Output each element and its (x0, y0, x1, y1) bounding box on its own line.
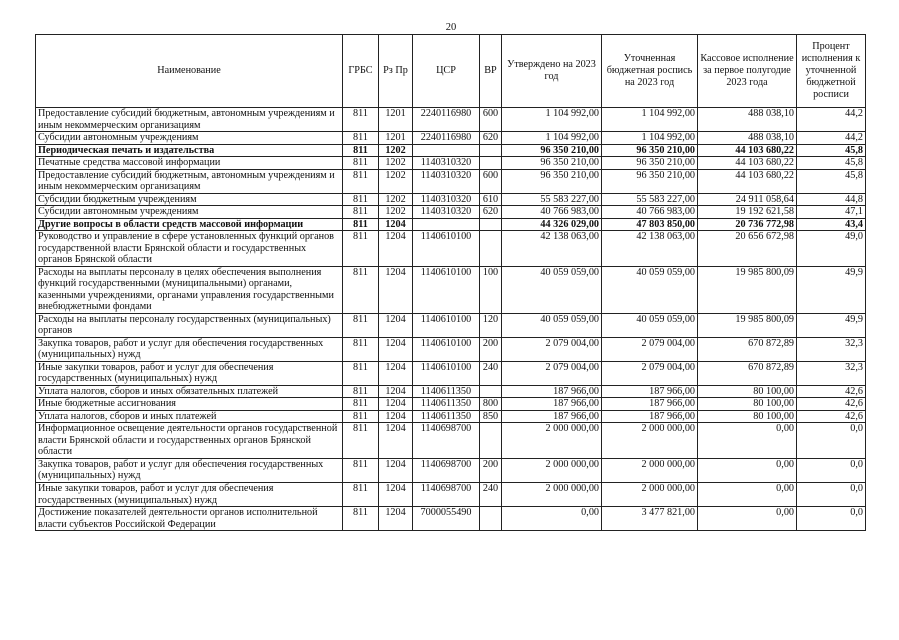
row-vr: 610 (480, 193, 502, 206)
row-name: Печатные средства массовой информации (36, 157, 343, 170)
row-approved: 2 079 004,00 (502, 361, 602, 385)
row-cash: 19 985 800,09 (698, 266, 797, 313)
header-csr: ЦСР (413, 35, 480, 108)
row-vr: 800 (480, 398, 502, 411)
row-percent: 32,3 (797, 337, 866, 361)
row-cash: 488 038,10 (698, 108, 797, 132)
row-refined: 40 059 059,00 (602, 266, 698, 313)
row-percent: 0,0 (797, 458, 866, 482)
row-cash: 24 911 058,64 (698, 193, 797, 206)
row-csr: 1140611350 (413, 410, 480, 423)
row-vr: 600 (480, 108, 502, 132)
row-vr: 240 (480, 482, 502, 506)
row-rzpr: 1204 (379, 410, 413, 423)
header-rzpr: Рз Пр (379, 35, 413, 108)
table-row (36, 423, 866, 459)
row-approved: 40 766 983,00 (502, 206, 602, 219)
row-approved: 40 059 059,00 (502, 266, 602, 313)
row-grbs: 811 (343, 231, 379, 267)
header-name: Наименование (36, 35, 343, 108)
row-approved: 44 326 029,00 (502, 218, 602, 231)
row-vr: 600 (480, 169, 502, 193)
row-rzpr: 1201 (379, 132, 413, 145)
row-cash: 80 100,00 (698, 385, 797, 398)
table-row (36, 193, 866, 206)
row-rzpr: 1204 (379, 385, 413, 398)
row-refined: 40 059 059,00 (602, 313, 698, 337)
table-row (36, 313, 866, 337)
row-rzpr: 1204 (379, 482, 413, 506)
row-approved: 2 079 004,00 (502, 337, 602, 361)
row-percent: 42,6 (797, 385, 866, 398)
row-percent: 42,6 (797, 410, 866, 423)
row-csr: 1140310320 (413, 206, 480, 219)
row-rzpr: 1204 (379, 507, 413, 531)
row-grbs: 811 (343, 385, 379, 398)
row-name: Субсидии автономным учреждениям (36, 206, 343, 219)
table-row (36, 507, 866, 531)
row-vr: 120 (480, 313, 502, 337)
row-name: Иные бюджетные ассигнования (36, 398, 343, 411)
row-name: Руководство и управление в сфере установленных функций органов государственной власти Брянской области и государственных органов Брянской области (36, 231, 343, 267)
row-rzpr: 1202 (379, 193, 413, 206)
row-cash: 20 736 772,98 (698, 218, 797, 231)
row-refined: 1 104 992,00 (602, 132, 698, 145)
row-csr: 1140698700 (413, 482, 480, 506)
row-rzpr: 1204 (379, 361, 413, 385)
row-name: Расходы на выплаты персоналу в целях обеспечения выполнения функций государственными (муниципальными) органами, казенными учреждениями, органами управления государственными внебюджетными фондами (36, 266, 343, 313)
header-refined: Уточненная бюджетная роспись на 2023 год (602, 35, 698, 108)
row-vr (480, 423, 502, 459)
row-percent: 45,8 (797, 144, 866, 157)
row-name: Уплата налогов, сборов и иных обязательных платежей (36, 385, 343, 398)
row-refined: 187 966,00 (602, 410, 698, 423)
table-row (36, 218, 866, 231)
row-cash: 20 656 672,98 (698, 231, 797, 267)
row-vr: 850 (480, 410, 502, 423)
row-name: Расходы на выплаты персоналу государственных (муниципальных) органов (36, 313, 343, 337)
row-name: Достижение показателей деятельности органов исполнительной власти субъектов Российской Федерации (36, 507, 343, 531)
row-csr: 1140610100 (413, 266, 480, 313)
row-name: Информационное освещение деятельности органов государственной власти Брянской области и государственных органов Брянской области (36, 423, 343, 459)
row-rzpr: 1204 (379, 398, 413, 411)
row-cash: 80 100,00 (698, 398, 797, 411)
table-header-row (36, 35, 866, 108)
row-csr: 1140611350 (413, 385, 480, 398)
row-refined: 187 966,00 (602, 398, 698, 411)
row-rzpr: 1201 (379, 108, 413, 132)
row-approved: 0,00 (502, 507, 602, 531)
row-name: Иные закупки товаров, работ и услуг для обеспечения государственных (муниципальных) нужд (36, 361, 343, 385)
row-refined: 42 138 063,00 (602, 231, 698, 267)
row-refined: 55 583 227,00 (602, 193, 698, 206)
row-refined: 2 000 000,00 (602, 482, 698, 506)
row-refined: 96 350 210,00 (602, 157, 698, 170)
row-percent: 44,8 (797, 193, 866, 206)
budget-table (35, 34, 866, 531)
table-row (36, 169, 866, 193)
row-grbs: 811 (343, 507, 379, 531)
row-name: Уплата налогов, сборов и иных платежей (36, 410, 343, 423)
row-approved: 2 000 000,00 (502, 423, 602, 459)
header-percent: Процент исполнения к уточненной бюджетной росписи (797, 35, 866, 108)
table-row (36, 132, 866, 145)
table-row (36, 108, 866, 132)
row-percent: 44,2 (797, 108, 866, 132)
row-grbs: 811 (343, 132, 379, 145)
row-vr (480, 507, 502, 531)
row-percent: 0,0 (797, 507, 866, 531)
row-cash: 0,00 (698, 458, 797, 482)
row-cash: 0,00 (698, 482, 797, 506)
row-approved: 187 966,00 (502, 410, 602, 423)
row-approved: 1 104 992,00 (502, 108, 602, 132)
row-vr: 620 (480, 206, 502, 219)
row-approved: 40 059 059,00 (502, 313, 602, 337)
row-grbs: 811 (343, 423, 379, 459)
table-row (36, 337, 866, 361)
row-percent: 44,2 (797, 132, 866, 145)
row-csr: 7000055490 (413, 507, 480, 531)
header-approved: Утверждено на 2023 год (502, 35, 602, 108)
row-grbs: 811 (343, 313, 379, 337)
row-percent: 47,1 (797, 206, 866, 219)
row-csr: 1140310320 (413, 169, 480, 193)
row-rzpr: 1202 (379, 169, 413, 193)
row-name: Субсидии автономным учреждениям (36, 132, 343, 145)
row-refined: 3 477 821,00 (602, 507, 698, 531)
row-cash: 488 038,10 (698, 132, 797, 145)
row-csr: 1140698700 (413, 458, 480, 482)
row-approved: 2 000 000,00 (502, 458, 602, 482)
row-grbs: 811 (343, 193, 379, 206)
row-cash: 80 100,00 (698, 410, 797, 423)
row-vr: 240 (480, 361, 502, 385)
table-row (36, 361, 866, 385)
row-refined: 47 803 850,00 (602, 218, 698, 231)
row-csr (413, 144, 480, 157)
row-csr: 2240116980 (413, 108, 480, 132)
table-body (36, 108, 866, 531)
row-percent: 49,0 (797, 231, 866, 267)
row-csr: 1140610100 (413, 361, 480, 385)
row-grbs: 811 (343, 218, 379, 231)
row-grbs: 811 (343, 157, 379, 170)
row-percent: 49,9 (797, 313, 866, 337)
row-csr: 1140310320 (413, 193, 480, 206)
header-grbs: ГРБС (343, 35, 379, 108)
header-vr: ВР (480, 35, 502, 108)
row-csr: 1140610100 (413, 231, 480, 267)
row-percent: 45,8 (797, 169, 866, 193)
row-approved: 96 350 210,00 (502, 157, 602, 170)
row-cash: 19 192 621,58 (698, 206, 797, 219)
row-name: Закупка товаров, работ и услуг для обеспечения государственных (муниципальных) нужд (36, 337, 343, 361)
row-rzpr: 1204 (379, 313, 413, 337)
row-name: Другие вопросы в области средств массовой информации (36, 218, 343, 231)
row-percent: 0,0 (797, 482, 866, 506)
table-row (36, 266, 866, 313)
row-grbs: 811 (343, 108, 379, 132)
row-grbs: 811 (343, 266, 379, 313)
row-percent: 32,3 (797, 361, 866, 385)
row-csr: 1140610100 (413, 337, 480, 361)
row-percent: 45,8 (797, 157, 866, 170)
row-grbs: 811 (343, 206, 379, 219)
table-row (36, 482, 866, 506)
row-vr: 620 (480, 132, 502, 145)
row-refined: 2 079 004,00 (602, 361, 698, 385)
row-rzpr: 1204 (379, 423, 413, 459)
page-number: 20 (445, 22, 457, 33)
row-rzpr: 1202 (379, 144, 413, 157)
row-name: Субсидии бюджетным учреждениям (36, 193, 343, 206)
row-cash: 0,00 (698, 423, 797, 459)
row-grbs: 811 (343, 482, 379, 506)
row-refined: 2 079 004,00 (602, 337, 698, 361)
row-rzpr: 1204 (379, 231, 413, 267)
row-percent: 43,4 (797, 218, 866, 231)
row-grbs: 811 (343, 398, 379, 411)
row-vr: 100 (480, 266, 502, 313)
row-refined: 96 350 210,00 (602, 144, 698, 157)
row-cash: 19 985 800,09 (698, 313, 797, 337)
row-grbs: 811 (343, 410, 379, 423)
table-row (36, 231, 866, 267)
row-name: Предоставление субсидий бюджетным, автономным учреждениям и иным некоммерческим организациям (36, 108, 343, 132)
row-approved: 1 104 992,00 (502, 132, 602, 145)
row-approved: 42 138 063,00 (502, 231, 602, 267)
row-percent: 0,0 (797, 423, 866, 459)
row-refined: 96 350 210,00 (602, 169, 698, 193)
row-rzpr: 1202 (379, 206, 413, 219)
row-approved: 55 583 227,00 (502, 193, 602, 206)
row-rzpr: 1204 (379, 458, 413, 482)
header-cash: Кассовое исполнение за первое полугодие 2023 года (698, 35, 797, 108)
row-name: Иные закупки товаров, работ и услуг для обеспечения государственных (муниципальных) нужд (36, 482, 343, 506)
row-vr (480, 157, 502, 170)
row-refined: 187 966,00 (602, 385, 698, 398)
row-cash: 44 103 680,22 (698, 169, 797, 193)
row-grbs: 811 (343, 337, 379, 361)
row-grbs: 811 (343, 361, 379, 385)
row-vr (480, 218, 502, 231)
row-vr: 200 (480, 337, 502, 361)
row-percent: 42,6 (797, 398, 866, 411)
row-approved: 96 350 210,00 (502, 144, 602, 157)
row-cash: 670 872,89 (698, 337, 797, 361)
row-csr: 1140698700 (413, 423, 480, 459)
row-rzpr: 1202 (379, 157, 413, 170)
row-name: Предоставление субсидий бюджетным, автономным учреждениям и иным некоммерческим организациям (36, 169, 343, 193)
row-cash: 670 872,89 (698, 361, 797, 385)
table-row (36, 398, 866, 411)
row-grbs: 811 (343, 144, 379, 157)
table-row (36, 157, 866, 170)
row-vr: 200 (480, 458, 502, 482)
row-rzpr: 1204 (379, 218, 413, 231)
table-row (36, 410, 866, 423)
table-row (36, 458, 866, 482)
row-vr (480, 231, 502, 267)
row-vr (480, 144, 502, 157)
row-csr: 1140610100 (413, 313, 480, 337)
row-rzpr: 1204 (379, 266, 413, 313)
row-refined: 40 766 983,00 (602, 206, 698, 219)
row-cash: 44 103 680,22 (698, 157, 797, 170)
row-csr: 2240116980 (413, 132, 480, 145)
table-row (36, 206, 866, 219)
row-name: Периодическая печать и издательства (36, 144, 343, 157)
row-approved: 96 350 210,00 (502, 169, 602, 193)
row-csr: 1140611350 (413, 398, 480, 411)
table-row (36, 385, 866, 398)
row-refined: 2 000 000,00 (602, 423, 698, 459)
row-approved: 187 966,00 (502, 385, 602, 398)
row-csr: 1140310320 (413, 157, 480, 170)
row-cash: 44 103 680,22 (698, 144, 797, 157)
row-percent: 49,9 (797, 266, 866, 313)
row-name: Закупка товаров, работ и услуг для обеспечения государственных (муниципальных) нужд (36, 458, 343, 482)
row-cash: 0,00 (698, 507, 797, 531)
row-approved: 2 000 000,00 (502, 482, 602, 506)
row-grbs: 811 (343, 169, 379, 193)
row-refined: 2 000 000,00 (602, 458, 698, 482)
row-rzpr: 1204 (379, 337, 413, 361)
row-refined: 1 104 992,00 (602, 108, 698, 132)
row-approved: 187 966,00 (502, 398, 602, 411)
table-row (36, 144, 866, 157)
row-vr (480, 385, 502, 398)
row-csr (413, 218, 480, 231)
row-grbs: 811 (343, 458, 379, 482)
